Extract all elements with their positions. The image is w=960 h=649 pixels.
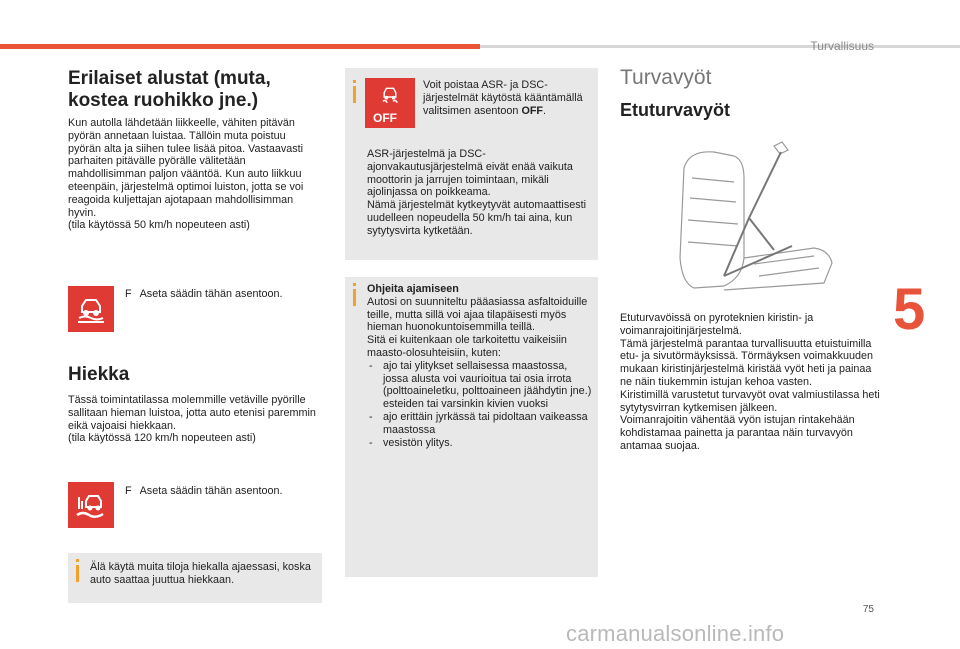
heading-different-surfaces: Erilaiset alustat (muta, kostea ruohikko jne.): [68, 68, 271, 111]
bullet-mark: F: [125, 485, 132, 497]
bullet-sand: [125, 485, 282, 497]
info-icon: [76, 565, 79, 582]
asr-description-text: ASR-järjestelmä ja DSC-ajonvakautusjärjestelmä eivät enää vaikuta moottorin ja jarrujen toimintaan, mikäli ajolinjassa on poikkeama. Nämä järjestelmät kytkeytyvät automaattisesti uudelleen nopeudella 50 km/h tai aina, kun sytytysvirta kytketään.: [367, 148, 587, 237]
skid-car-icon: [374, 84, 406, 110]
section-label: Turvallisuus: [810, 39, 874, 53]
bullet-mud: [125, 288, 282, 300]
list-item: - ajo erittäin jyrkässä tai pidoltaan vaikeassa maastossa: [367, 411, 595, 437]
bullet-sand-text: Aseta säädin tähän asentoon.: [139, 485, 283, 497]
car-sand-icon: [73, 487, 109, 523]
advice-text: Autosi on suunniteltu pääasiassa asfaltoiduille teille, mutta sillä voi ajaa tilapäisesti myös hieman huonokuntoisemmilla teillä. Sitä ei kuitenkaan ole tarkoitettu vaikeisiin maasto-olosuhteisiin, kuten:: [367, 295, 588, 359]
seat-belt-text: Etuturvavöissä on pyroteknien kiristin- ja voimanrajoitinjärjestelmä. Tämä järjestelmä parantaa turvallisuutta etuistuimilla etu- ja sivutörmäyksissä. Törmäyksen voimakkuuden mukaan kiristinjärjestelmä kiristää vyöt heti ja painaa ne näin tiukemmin istujan kehoa vasten. Kiristimillä varustetut turvavyöt ovat valmiustilassa heti sytytysvirran kytkemisen jälkeen. Voimanrajoitin vähentää vyön istujan rintakehään kohdistamaa painetta ja parantaa näin turvavyön antamaa suojaa.: [620, 312, 880, 452]
sand-mode-icon: [68, 482, 114, 528]
heading-front-seat-belts: Etuturvavyöt: [620, 100, 731, 120]
page-number: 75: [862, 604, 874, 615]
list-item: - vesistön ylitys.: [367, 437, 595, 450]
heading-seat-belts: Turvavyöt: [620, 66, 712, 89]
advice-title: Ohjeita ajamiseen: [367, 283, 459, 295]
mud-mode-icon: [68, 286, 114, 332]
info-icon: [353, 86, 356, 103]
asr-info-box: [345, 68, 598, 260]
header-rule: [480, 45, 960, 48]
chapter-number: 5: [893, 277, 926, 342]
heading-sand: Hiekka: [68, 364, 130, 385]
bullet-mud-text: Aseta säädin tähän asentoon.: [139, 288, 283, 300]
asr-off-icon: [365, 78, 415, 128]
asr-disable-text: Voit poistaa ASR- ja DSC-järjestelmät käytöstä kääntämällä valitsimen asentoon OFF.: [423, 79, 583, 117]
driving-advice-box: [345, 277, 598, 577]
surfaces-intro-text: Kun autolla lähdetään liikkeelle, vähiten pitävän pyörän annetaan luistaa. Tällöin muta poistuu pyörän alta ja siihen tulee lisää pitoa. Vastaavasti parhaiten pitävälle pyörälle välitetään mahdollisimman paljon vääntöä. Kun auto liikkuu eteenpäin, järjestelmä optimoi luiston, jotta se voi reagoida kuljettajan ajotapaan mahdollisimman hyvin. (tila käytössä 50 km/h nopeuteen asti): [68, 117, 304, 232]
sand-text: Tässä toimintatilassa molemmille vetäville pyörille sallitaan hieman luistoa, jotta auto etenisi paremmin eikä vajoaisi hiekkaan. (tila käytössä 120 km/h nopeuteen asti): [68, 394, 316, 445]
watermark: carmanualsonline.info: [566, 621, 785, 646]
sand-warning-note: [68, 553, 322, 603]
driving-advice: [367, 283, 595, 449]
seat-belt-illustration: [664, 138, 854, 296]
advice-list: [367, 360, 595, 450]
info-icon: [353, 289, 356, 306]
bullet-mark: F: [125, 288, 132, 300]
list-item: - ajo tai ylitykset sellaisessa maastossa, jossa alusta voi vaurioitua tai osia irrota (polttoaineletku, polttoaineen jäähdytin jne.) esteiden tai varsinkin kivien vuoksi: [367, 360, 595, 411]
header-accent-bar: [0, 44, 480, 49]
car-mud-icon: [73, 291, 109, 327]
sand-warning-text: Älä käytä muita tiloja hiekalla ajaessasi, koska auto saattaa juuttua hiekkaan.: [90, 561, 311, 586]
off-label: OFF: [373, 111, 397, 125]
